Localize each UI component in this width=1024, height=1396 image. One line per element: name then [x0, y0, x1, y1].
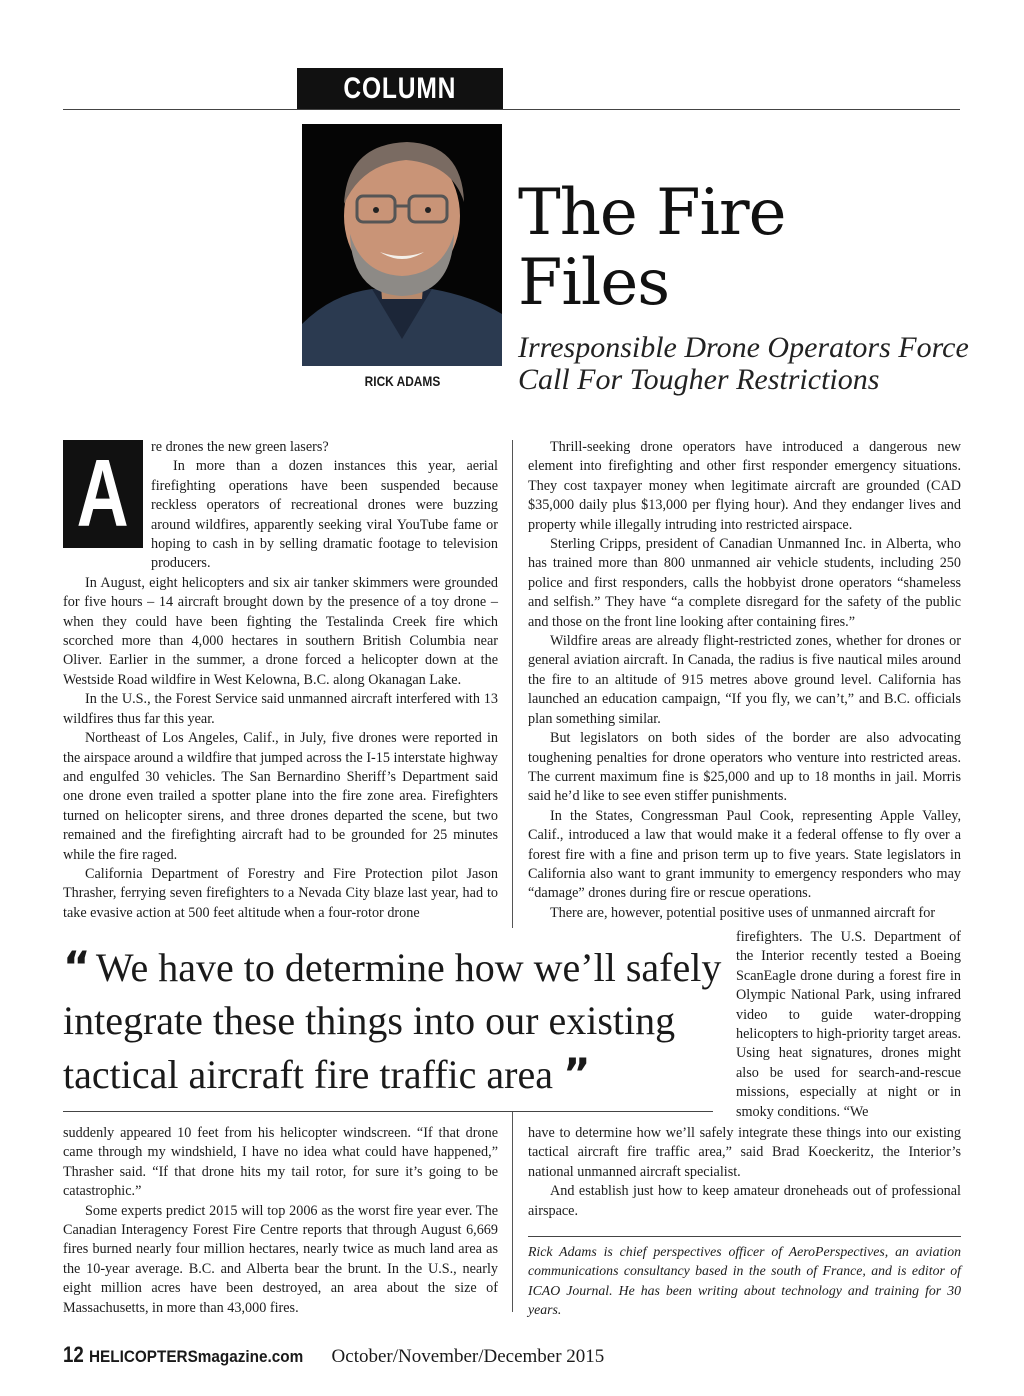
paragraph: And establish just how to keep amateur droneheads out of professional airspace. [528, 1183, 961, 1219]
title-line-2: Files [518, 246, 670, 320]
article-title [518, 178, 968, 318]
author-bio: Rick Adams is chief perspectives officer of AeroPerspectives, an aviation communications consultancy based in the south of France, and is editor of ICAO Journal. He has been writing about technology and training for 30 years. [528, 1244, 961, 1318]
magazine-name: HELICOPTERSmagazine.com [89, 1347, 304, 1366]
pull-quote [63, 940, 723, 1101]
body-left-top [63, 438, 498, 923]
drop-cap: A [63, 440, 143, 548]
paragraph: Sterling Cripps, president of Canadian Unmanned Inc. in Alberta, who has trained more than 800 unmanned air vehicle students, including 250 police and first responders, calls the hobbyist drone operators “shameless and selfish.” They have “a complete disregard for the safety of the public and those on the front line looking after containing fires.” [528, 536, 961, 630]
body-right-narrow [736, 928, 961, 1122]
author-photo [302, 124, 502, 366]
title-line-1: The Fire [518, 176, 786, 250]
body-right-top [528, 438, 961, 923]
paragraph: firefighters. The U.S. Department of the Interior recently tested a Boeing ScanEagle drone during a forest fire in Olympic National Park, using infrared video to guide water-dropping helicopters to high-priority target areas. Using heat signatures, drones might also be used for search-and-rescue missions, especially at night or in smoky conditions. “We [736, 929, 961, 1120]
pull-quote-rule [63, 1111, 713, 1112]
article-subtitle [518, 332, 978, 396]
column-divider [512, 440, 513, 928]
paragraph: There are, however, potential positive uses of unmanned aircraft for [550, 904, 936, 921]
open-quote-mark: “ [63, 942, 87, 991]
body-left-bottom [63, 1124, 498, 1318]
page-number: 12 [63, 1342, 84, 1367]
subtitle-line-1: Irresponsible Drone Operators Force [518, 331, 969, 364]
paragraph: In August, eight helicopters and six air tanker skimmers were grounded for five hours – 14 aircraft brought down by the presence of a toy drone – when they could have been fighting the Testalinda Creek fire which scorched more than 4,000 hectares in southern British Columbia near Oliver. Earlier in the summer, a drone forced a helicopter down at the Westside Road wildfire in West Kelowna, B.C. along Okanagan Lake. [63, 574, 498, 688]
author-name-label: RICK ADAMS [364, 373, 440, 389]
paragraph: In the U.S., the Forest Service said unmanned aircraft interfered with 13 wildfires thus far this year. [63, 691, 498, 727]
paragraph: Wildfire areas are already flight-restricted zones, whether for drones or general aviation aircraft. In Canada, the radius is five nautical miles around the fire to an altitude of 915 metres above ground level. California has launched an education campaign, “If you fly, we can’t,” and B.C. officials plan something similar. [528, 633, 961, 727]
dropcap-spacer [63, 438, 151, 556]
bio-rule [528, 1236, 961, 1237]
paragraph: California Department of Forestry and Fire Protection pilot Jason Thrasher, ferrying seven firefighters to a Nevada City blaze last year, had to take evasive action at 500 feet altitude when a four-rotor drone [63, 865, 498, 921]
paragraph: suddenly appeared 10 feet from his helicopter windscreen. “If that drone came through my windshield, I have no idea what could have happened,” Thrasher said. “If that drone hits my tail rotor, for sure it’s going to be catastrophic.” [63, 1125, 498, 1200]
paragraph: have to determine how we’ll safely integrate these things into our existing tactical aircraft fire traffic area,” said Brad Koeckeritz, the Interior’s national unmanned aircraft specialist. [528, 1125, 961, 1180]
column-divider-bottom [512, 1112, 513, 1312]
paragraph: Northeast of Los Angeles, Calif., in July, five drones were reported in the airspace around a wildfire that jumped across the I-15 interstate highway and engulfed 30 vehicles. The San Bernardino Sheriff’s Department said one drone even trailed a spotter plane into the fire zone area. Firefighters turned on helicopter sirens, and three drones departed the scene, but two remained and the firefighting aircraft had to be grounded for 25 minutes while the fire raged. [63, 730, 498, 863]
paragraph: But legislators on both sides of the border are also advocating toughening penalties for drone operators who venture into restricted areas. The current maximum fine is $25,000 and up to 18 months in jail. Morris said he’d like to see even stiffer punishments. [528, 730, 961, 805]
paragraph: In the States, Congressman Paul Cook, representing Apple Valley, Calif., introduced a law that would make it a federal offense to fly over a forest fire with a fine and prison term up to five years. State legislators in California also want to grant immunity to emergency responders who may “damage” drones during fire or rescue operations. [528, 807, 961, 902]
paragraph: re drones the new green lasers? [151, 439, 329, 455]
subtitle-line-2: Call For Tougher Restrictions [518, 363, 880, 396]
paragraph: Some experts predict 2015 will top 2006 as the worst fire year ever. The Canadian Interagency Forest Fire Centre reports that through August 6,669 fires burned nearly four million hectares, nearly twice as much land area as the 10-year average. B.C. and Alberta bear the brunt. In the U.S., nearly eight million acres have been destroyed, an area about the size of Massachusetts, in more than 43,000 fires. [63, 1202, 498, 1316]
paragraph: Thrill-seeking drone operators have introduced a dangerous new element into firefighting and other first responder emergency situations. They cost taxpayer money when legitimate aircraft are grounded (CAD $35,000 daily plus $13,000 per flying hour). And they endanger lives and property while illegally intruding into restricted airspace. [528, 439, 961, 533]
header-rule [63, 109, 960, 110]
paragraph: In more than a dozen instances this year, aerial firefighting operations have been suspended because reckless operators of recreational drones were buzzing around wildfires, apparently seeking viral YouTube fame or hoping to cash in by selling dramatic footage to television producers. [151, 458, 498, 572]
issue-date: October/November/December 2015 [331, 1346, 605, 1367]
page-footer [63, 1342, 604, 1368]
close-quote-mark: ” [562, 1049, 587, 1098]
pull-quote-text: We have to determine how we’ll safely integrate these things into our existing tactical aircraft fire traffic area [63, 945, 722, 1097]
body-right-bottom [528, 1124, 961, 1221]
column-section-tag: COLUMN [297, 68, 503, 110]
